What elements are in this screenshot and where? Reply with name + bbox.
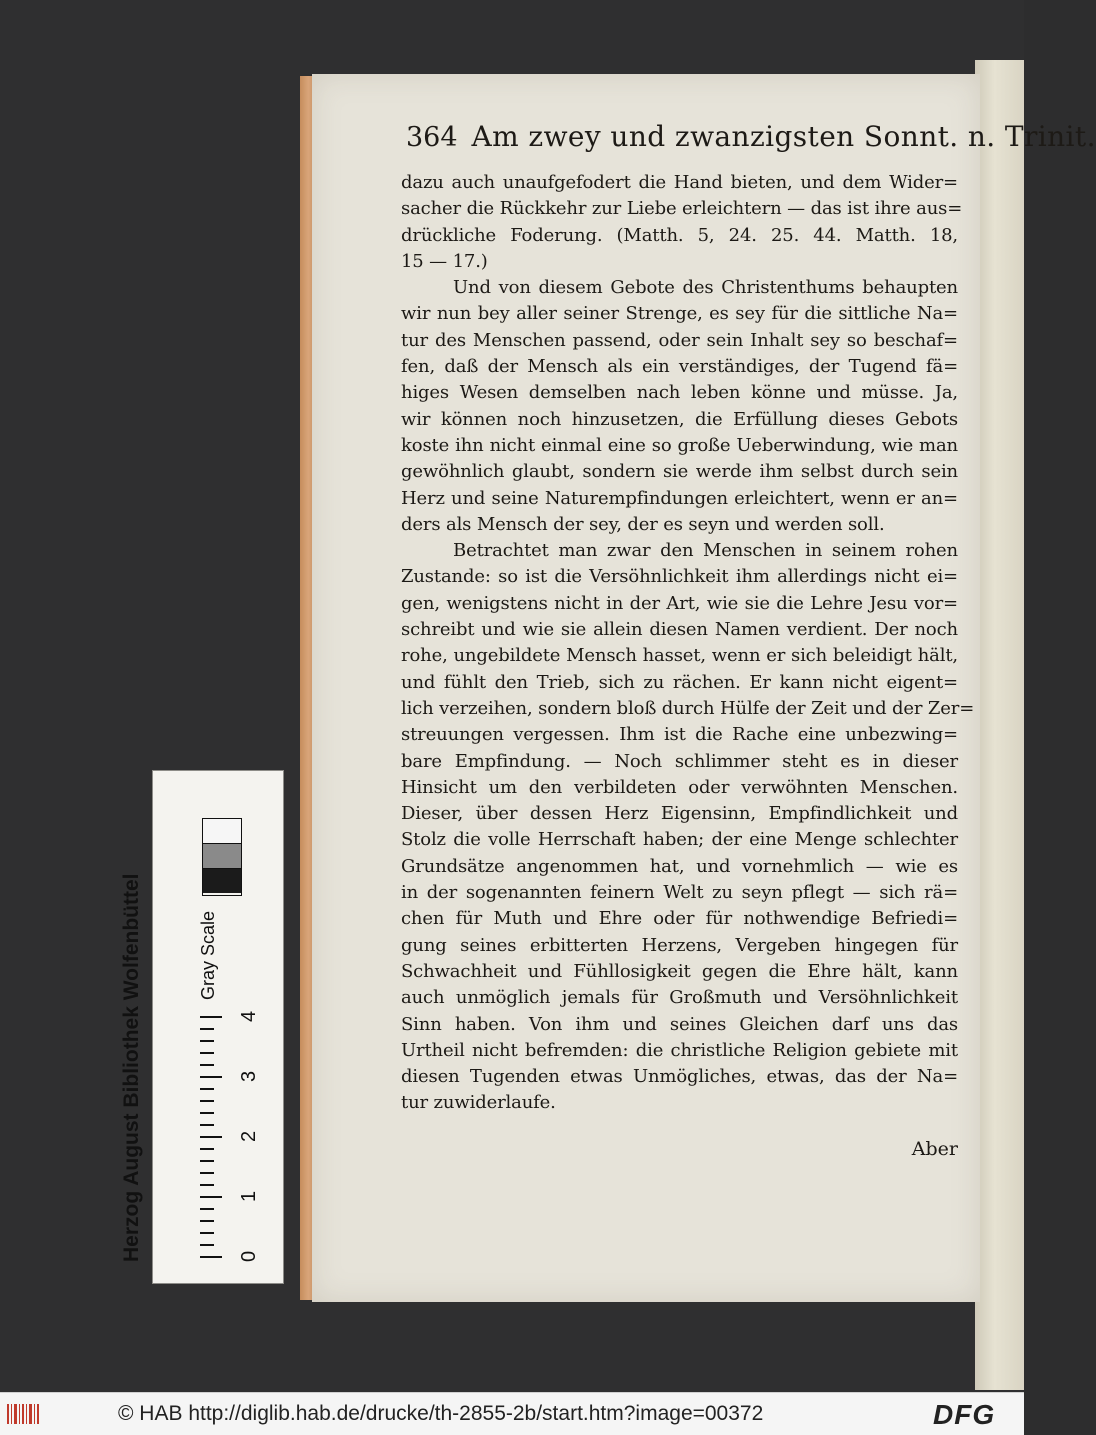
ruler-number: 0 — [238, 1250, 260, 1262]
ruler-number: 4 — [238, 1010, 260, 1022]
dfg-logo: DFG — [933, 1399, 996, 1430]
text-line: 15 — 17.) — [401, 250, 488, 272]
text-line: wir können noch hinzusetzen, die Erfüllung dieses Gebots — [401, 408, 958, 430]
running-head — [406, 120, 1096, 156]
running-title: Am zwey und zwanzigsten Sonnt. n. Trinit. — [471, 120, 1096, 153]
text-line: lich verzeihen, sondern bloß durch Hülfe der Zeit und der Zer= — [401, 697, 975, 719]
ruler-number: 2 — [238, 1130, 260, 1142]
body-text — [401, 170, 975, 1117]
text-line: Stolz die volle Herrschaft haben; der eine Menge schlechter — [401, 829, 958, 851]
footer-credit[interactable]: © HAB http://diglib.hab.de/drucke/th-2855-2b/start.htm?image=00372 — [118, 1402, 764, 1425]
ruler-tick — [200, 1232, 214, 1234]
text-line: Hinsicht um den verbildeten oder verwöhnten Menschen. — [401, 776, 958, 798]
barcode-icon — [6, 1402, 40, 1426]
ruler-number: 1 — [238, 1190, 260, 1202]
ruler-tick — [200, 1100, 214, 1102]
text-line: Und von diesem Gebote des Christenthums behaupten — [453, 277, 958, 299]
text-line: Betrachtet man zwar den Menschen in seinem rohen — [453, 540, 958, 562]
text-line: in der sogenannten feinern Welt zu seyn pflegt — sich rä= — [401, 882, 958, 904]
adjacent-pages — [975, 60, 1024, 1390]
text-line: Grundsätze angenommen hat, und vornehmlich — wie es — [401, 855, 958, 877]
text-line: ders als Mensch der sey, der es seyn und werden soll. — [401, 513, 885, 535]
text-line: rohe, ungebildete Mensch hasset, wenn er sich beleidigt hält, — [401, 645, 958, 667]
ruler-tick — [200, 1124, 214, 1126]
text-line: drückliche Foderung. (Matth. 5, 24. 25. 44. Matth. 18, — [401, 224, 958, 246]
text-line: gewöhnlich glaubt, sondern sie werde ihm selbst durch sein — [401, 461, 958, 483]
footer-bar — [0, 1392, 1024, 1435]
ruler-tick — [200, 1208, 214, 1210]
text-line: chen für Muth und Ehre oder für nothwendige Befriedi= — [401, 908, 958, 930]
text-line: Sinn haben. Von ihm und seines Gleichen darf uns das — [401, 1013, 958, 1035]
text-line: bare Empfindung. — Noch schlimmer steht es in dieser — [401, 750, 958, 772]
ruler-tick — [200, 1112, 214, 1114]
text-line: gen, wenigstens nicht in der Art, wie sie die Lehre Jesu vor= — [401, 592, 958, 614]
gray-scale-label: Gray Scale — [198, 910, 218, 1000]
ruler-tick — [200, 1256, 222, 1258]
ruler-tick — [200, 1244, 214, 1246]
ruler-tick — [200, 1172, 214, 1174]
ruler-tick — [200, 1028, 214, 1030]
ruler-tick — [200, 1184, 214, 1186]
ruler-tick — [200, 1016, 222, 1018]
text-line: koste ihn nicht einmal eine so große Ueberwindung, wie man — [401, 434, 958, 456]
text-line: tur des Menschen passend, oder sein Inhalt sey so beschaf= — [401, 329, 958, 351]
library-label: Herzog August Bibliothek Wolfenbüttel — [120, 873, 143, 1262]
text-line: Herz und seine Naturempfindungen erleichtert, wenn er an= — [401, 487, 958, 509]
ruler-tick — [200, 1160, 214, 1162]
text-line: Zustande: so ist die Versöhnlichkeit ihm allerdings nicht ei= — [401, 566, 958, 588]
text-line: Dieser, über dessen Herz Eigensinn, Empfindlichkeit und — [401, 803, 958, 825]
text-line: diesen Tugenden etwas Unmögliches, etwas, das der Na= — [401, 1066, 958, 1088]
text-line: und fühlt den Trieb, sich zu rächen. Er kann nicht eigent= — [401, 671, 958, 693]
page-number: 364 — [406, 122, 458, 153]
text-line: gung seines erbitterten Herzens, Vergeben hingegen für — [401, 934, 958, 956]
ruler-tick — [200, 1064, 214, 1066]
text-line: higes Wesen demselben nach leben könne und müsse. Ja, — [401, 382, 958, 404]
text-line: Urtheil nicht befremden: die christliche Religion gebiete mit — [401, 1039, 958, 1061]
text-line: sacher die Rückkehr zur Liebe erleichtern — das ist ihre aus= — [401, 198, 963, 220]
ruler-tick — [200, 1076, 222, 1078]
text-line: tur zuwiderlaufe. — [401, 1092, 556, 1114]
text-line: wir nun bey aller seiner Strenge, es sey für die sittliche Na= — [401, 303, 958, 325]
ruler-tick — [200, 1052, 214, 1054]
text-line: schreibt und wie sie allein diesen Namen verdient. Der noch — [401, 619, 958, 641]
text-line: dazu auch unaufgefodert die Hand bieten, und dem Wider= — [401, 172, 958, 193]
ruler-tick — [200, 1220, 214, 1222]
ruler-tick — [200, 1088, 214, 1090]
ruler-tick — [200, 1136, 222, 1138]
text-line: auch unmöglich jemals für Großmuth und Versöhnlichkeit — [401, 987, 958, 1009]
ruler-tick — [200, 1196, 222, 1198]
gray-swatch-mid — [203, 844, 241, 869]
gray-swatch-white — [203, 819, 241, 844]
ruler-tick — [200, 1040, 214, 1042]
text-line: streuungen vergessen. Ihm ist die Rache eine unbezwing= — [401, 724, 958, 746]
text-line: Schwachheit und Fühllosigkeit gegen die Ehre hält, kann — [401, 960, 958, 982]
text-line: fen, daß der Mensch als ein verständiges, der Tugend fä= — [401, 356, 958, 378]
ruler-number: 3 — [238, 1070, 260, 1082]
ruler — [200, 1012, 236, 1262]
catchword: Aber — [911, 1138, 958, 1160]
ruler-tick — [200, 1148, 214, 1150]
gray-scale-swatches — [202, 818, 242, 896]
